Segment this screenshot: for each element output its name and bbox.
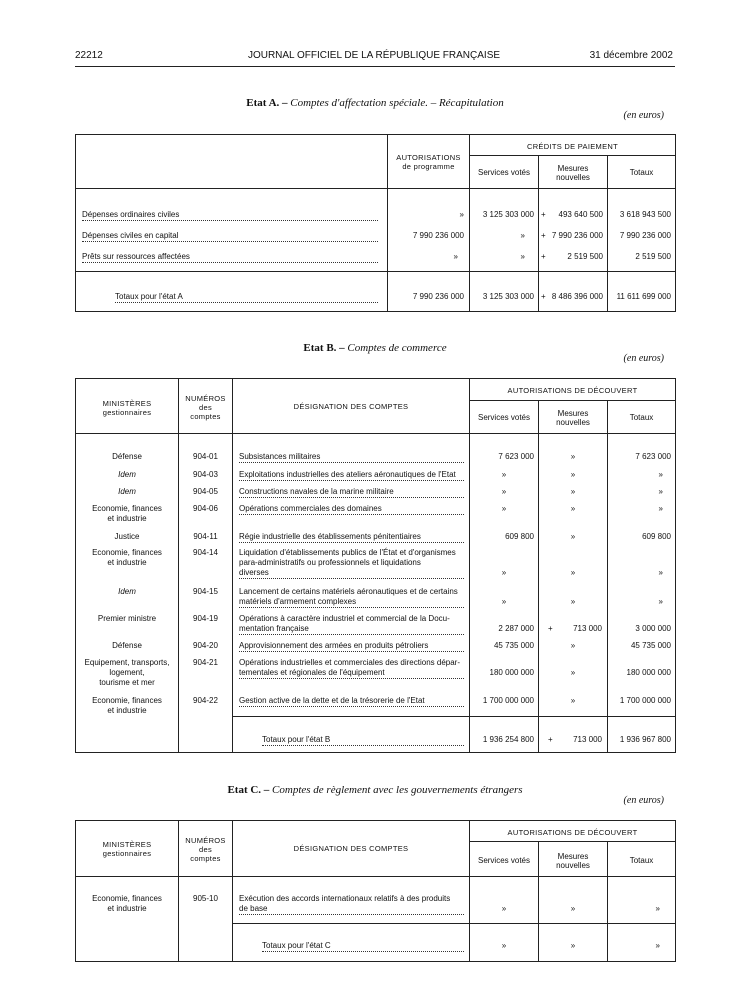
- etat-b-row-services: »: [501, 504, 507, 513]
- etat-a-row-autorisations: »: [453, 252, 458, 261]
- etat-b-row-sign: +: [548, 624, 553, 633]
- etat-b-row-mesures: »: [570, 568, 576, 577]
- etat-b-unit: (en euros): [623, 353, 664, 364]
- etat-b-total-mesures: 713 000: [573, 735, 602, 744]
- etat-b-row-designation: Gestion active de la dette et de la trésorerie de l'Etat: [239, 696, 464, 707]
- etat-b-row-services: »: [501, 487, 507, 496]
- etat-a-row-services: 3 125 303 000: [482, 210, 534, 219]
- etat-a-total-sign: +: [541, 292, 546, 301]
- etat-b-col-designation: DÉSIGNATION DES COMPTES: [293, 402, 409, 411]
- etat-b-title-label: Etat B. –: [303, 342, 345, 354]
- etat-b-row-numero: 904-01: [193, 452, 218, 461]
- etat-a-col-credits: CRÉDITS DE PAIEMENT: [527, 142, 618, 151]
- etat-b-col-autorisations: AUTORISATIONS DE DÉCOUVERT: [507, 386, 638, 395]
- etat-b-row-numero: 904-22: [193, 696, 218, 705]
- etat-a-row-services: »: [520, 231, 525, 240]
- etat-a-row-autorisations: 7 990 236 000: [412, 231, 464, 240]
- etat-c-title-label: Etat C. –: [227, 784, 270, 796]
- etat-b-row-ministere: Justice: [114, 532, 140, 541]
- etat-b-row-services: 7 623 000: [498, 452, 534, 461]
- etat-b-row-ministere: Economie, finances et industrie: [92, 504, 162, 523]
- etat-b-row-designation: Lancement de certains matériels aéronautiques et de certains matériels d'armement complexes: [239, 587, 464, 608]
- etat-b-row-mesures: »: [570, 470, 576, 479]
- etat-b-row-ministere: Economie, finances et industrie: [92, 548, 162, 567]
- etat-b-total-sign: +: [548, 735, 553, 744]
- etat-a-col-mesures: Mesures nouvelles: [556, 164, 590, 182]
- etat-b-row-mesures: »: [570, 504, 576, 513]
- etat-b-row-services: 609 800: [505, 532, 534, 541]
- etat-b-row-ministere: Idem: [118, 587, 136, 596]
- etat-b-row-designation: Opérations commerciales des domaines: [239, 504, 464, 515]
- etat-b-row-services: 2 287 000: [498, 624, 534, 633]
- header-rule: [75, 66, 675, 67]
- etat-a-table: [75, 134, 676, 312]
- etat-b-row-services: 1 700 000 000: [482, 696, 534, 705]
- etat-b-row-services: »: [501, 470, 507, 479]
- etat-b-row-designation: Opérations industrielles et commerciales des directions dépar- tementales et régionales de l'équipement: [239, 658, 464, 679]
- etat-c-col-designation: DÉSIGNATION DES COMPTES: [293, 844, 409, 853]
- journal-title: JOURNAL OFFICIEL DE LA RÉPUBLIQUE FRANÇAISE: [247, 50, 501, 61]
- etat-a-row-sign: +: [541, 210, 546, 219]
- etat-a-title-text: Comptes d'affectation spéciale. – Récapitulation: [290, 97, 504, 109]
- etat-c-total-totaux: »: [655, 941, 660, 950]
- etat-b-row-ministere: Défense: [112, 641, 142, 650]
- etat-c-col-numeros: NUMÉROS des comptes: [185, 836, 226, 863]
- etat-b-total-services: 1 936 254 800: [482, 735, 534, 744]
- etat-b-row-ministere: Economie, finances et industrie: [92, 696, 162, 715]
- etat-c-row-designation: Exécution des accords internationaux relatifs à des produits de base: [239, 894, 464, 915]
- etat-a-col-totaux: Totaux: [629, 168, 654, 177]
- etat-b-row-mesures: »: [570, 452, 576, 461]
- etat-a-total-label: Totaux pour l'état A: [115, 292, 378, 303]
- etat-a-row-label: Dépenses civiles en capital: [82, 231, 378, 242]
- etat-a-title-label: Etat A. –: [246, 97, 288, 109]
- etat-a-total-services: 3 125 303 000: [482, 292, 534, 301]
- etat-c-total-label: Totaux pour l'état C: [262, 941, 464, 952]
- etat-b-row-mesures: »: [570, 641, 576, 650]
- etat-b-row-totaux: »: [658, 487, 663, 496]
- etat-b-row-numero: 904-20: [193, 641, 218, 650]
- etat-b-row-totaux: 3 000 000: [635, 624, 671, 633]
- etat-b-row-totaux: »: [658, 470, 663, 479]
- etat-c-total-services: »: [501, 941, 507, 950]
- etat-c-unit: (en euros): [623, 795, 664, 806]
- etat-b-total-label: Totaux pour l'état B: [262, 735, 464, 746]
- etat-a-row-sign: +: [541, 252, 546, 261]
- etat-b-row-designation: Liquidation d'établissements publics de l'État et d'organismes para-administratifs ou professionnels et liquidations diverses: [239, 548, 464, 579]
- etat-b-row-ministere: Premier ministre: [97, 614, 157, 623]
- etat-a-row-services: »: [520, 252, 525, 261]
- etat-c-col-ministeres: MINISTÈRES gestionnaires: [102, 840, 152, 858]
- etat-b-col-totaux: Totaux: [629, 413, 654, 422]
- etat-b-title: [75, 342, 675, 354]
- etat-b-row-mesures: »: [570, 696, 576, 705]
- etat-b-col-mesures: Mesures nouvelles: [556, 409, 590, 427]
- page-number: 22212: [75, 50, 103, 61]
- etat-c-total-mesures: »: [570, 941, 576, 950]
- etat-a-title: [75, 97, 675, 109]
- etat-a-row-mesures: 2 519 500: [567, 252, 603, 261]
- etat-a-row-mesures: 493 640 500: [558, 210, 603, 219]
- etat-a-unit: (en euros): [623, 110, 664, 121]
- etat-b-row-ministere: Idem: [118, 487, 136, 496]
- etat-c-col-autorisations: AUTORISATIONS DE DÉCOUVERT: [507, 828, 638, 837]
- etat-c-row-ministere: Economie, finances et industrie: [92, 894, 162, 913]
- etat-b-title-text: Comptes de commerce: [347, 342, 447, 354]
- etat-b-row-designation: Subsistances militaires: [239, 452, 464, 463]
- etat-b-row-services: 45 735 000: [493, 641, 534, 650]
- etat-b-row-totaux: 180 000 000: [626, 668, 671, 677]
- etat-b-row-ministere: Equipement, transports, logement, tourisme et mer: [84, 658, 170, 687]
- etat-a-total-totaux: 11 611 699 000: [616, 292, 671, 301]
- etat-a-row-label: Prêts sur ressources affectées: [82, 252, 378, 263]
- etat-b-col-ministeres: MINISTÈRES gestionnaires: [102, 399, 152, 417]
- page-date: 31 décembre 2002: [589, 50, 673, 61]
- etat-b-row-designation: Approvisionnement des armées en produits pétroliers: [239, 641, 464, 652]
- etat-b-row-totaux: 7 623 000: [635, 452, 671, 461]
- etat-b-row-designation: Régie industrielle des établissements pénitentiaires: [239, 532, 464, 543]
- etat-a-col-autorisations: AUTORISATIONS de programme: [396, 153, 461, 171]
- etat-a-row-autorisations: »: [459, 210, 464, 219]
- etat-a-row-label: Dépenses ordinaires civiles: [82, 210, 378, 221]
- etat-a-row-totaux: 7 990 236 000: [619, 231, 671, 240]
- etat-c-title-text: Comptes de règlement avec les gouvernements étrangers: [272, 784, 523, 796]
- etat-c-row-services: »: [501, 904, 507, 913]
- etat-a-col-services: Services votés: [477, 168, 531, 177]
- etat-b-total-totaux: 1 936 967 800: [619, 735, 671, 744]
- etat-b-row-mesures: »: [570, 532, 576, 541]
- etat-c-col-mesures: Mesures nouvelles: [556, 852, 590, 870]
- etat-c-col-services: Services votés: [477, 856, 531, 865]
- etat-b-row-services: 180 000 000: [489, 668, 534, 677]
- etat-a-row-mesures: 7 990 236 000: [551, 231, 603, 240]
- etat-a-row-sign: +: [541, 231, 546, 240]
- etat-b-row-numero: 904-05: [193, 487, 218, 496]
- etat-a-row-totaux: 3 618 943 500: [619, 210, 671, 219]
- etat-b-row-mesures: 713 000: [573, 624, 602, 633]
- etat-b-row-ministere: Défense: [112, 452, 142, 461]
- etat-b-row-numero: 904-14: [193, 548, 218, 557]
- etat-b-row-services: »: [501, 597, 507, 606]
- etat-b-row-designation: Constructions navales de la marine militaire: [239, 487, 464, 498]
- etat-b-row-mesures: »: [570, 668, 576, 677]
- etat-b-row-services: »: [501, 568, 507, 577]
- etat-b-row-ministere: Idem: [118, 470, 136, 479]
- etat-b-row-numero: 904-11: [193, 532, 218, 541]
- etat-c-row-mesures: »: [570, 904, 576, 913]
- etat-a-row-totaux: 2 519 500: [635, 252, 671, 261]
- etat-b-row-totaux: »: [658, 568, 663, 577]
- etat-b-row-numero: 904-06: [193, 504, 218, 513]
- etat-a-total-mesures: 8 486 396 000: [551, 292, 603, 301]
- etat-b-row-totaux: 1 700 000 000: [619, 696, 671, 705]
- etat-b-row-designation: Exploitations industrielles des ateliers aéronautiques de l'Etat: [239, 470, 464, 481]
- etat-c-row-totaux: »: [655, 904, 660, 913]
- etat-c-col-totaux: Totaux: [629, 856, 654, 865]
- etat-c-row-numero: 905-10: [193, 894, 218, 903]
- etat-b-row-totaux: »: [658, 597, 663, 606]
- etat-b-row-designation: Opérations à caractère industriel et commercial de la Docu- mentation française: [239, 614, 464, 635]
- etat-b-row-numero: 904-03: [193, 470, 218, 479]
- etat-b-row-totaux: 609 800: [642, 532, 671, 541]
- etat-b-row-numero: 904-19: [193, 614, 218, 623]
- etat-b-row-totaux: »: [658, 504, 663, 513]
- etat-b-col-numeros: NUMÉROS des comptes: [185, 394, 226, 421]
- etat-b-row-numero: 904-21: [193, 658, 218, 667]
- etat-b-col-services: Services votés: [477, 413, 531, 422]
- etat-b-row-mesures: »: [570, 597, 576, 606]
- etat-c-title: [75, 784, 675, 796]
- etat-b-row-numero: 904-15: [193, 587, 218, 596]
- etat-b-row-totaux: 45 735 000: [630, 641, 671, 650]
- etat-b-row-mesures: »: [570, 487, 576, 496]
- etat-a-total-autorisations: 7 990 236 000: [412, 292, 464, 301]
